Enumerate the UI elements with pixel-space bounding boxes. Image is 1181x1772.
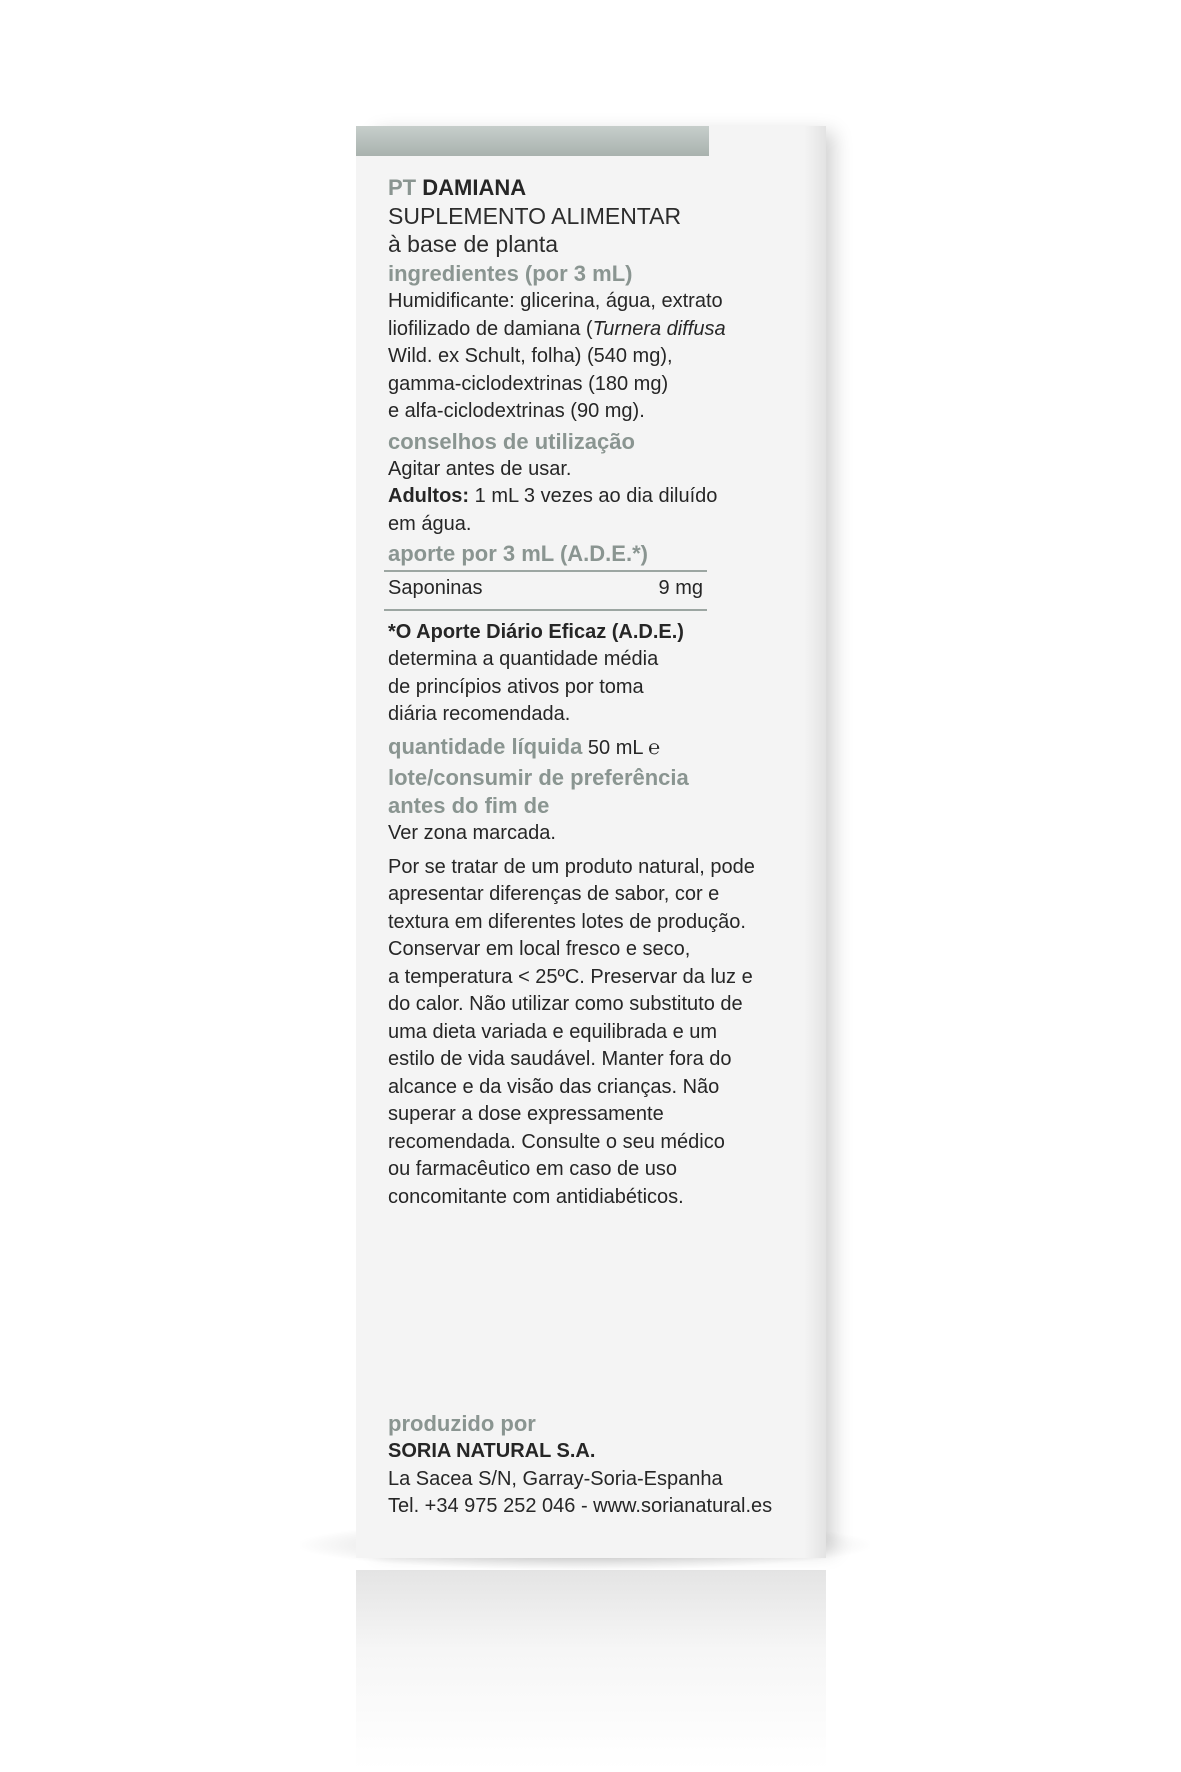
intake-heading: aporte por 3 mL (A.D.E.*)	[388, 541, 648, 566]
footnote-title: *O Aporte Diário Eficaz (A.D.E.)	[388, 620, 684, 643]
producer-heading: produzido por	[388, 1411, 536, 1436]
intake-nutrient-value: 9 mg	[658, 577, 703, 599]
intake-nutrient-name: Saponinas	[388, 577, 483, 599]
usage-text	[388, 456, 808, 539]
table-divider-bottom	[384, 609, 707, 611]
producer-block	[388, 1410, 818, 1521]
ingredients-text	[388, 288, 808, 426]
ingredients-line: Humidificante: glicerina, água, extrato	[388, 290, 723, 312]
notice-line: a temperatura < 25ºC. Preservar da luz e	[388, 965, 753, 988]
net-quantity-value: 50 mL ℮	[582, 736, 661, 759]
notice-line: superar a dose expressamente	[388, 1103, 664, 1125]
box-reflection	[356, 1570, 826, 1770]
usage-line: em água.	[388, 512, 472, 535]
product-subtitle: SUPLEMENTO ALIMENTAR	[388, 203, 682, 229]
ingredients-heading: ingredientes (por 3 mL)	[388, 261, 633, 286]
notice-line: alcance e da visão das crianças. Não	[388, 1075, 720, 1098]
adults-label: Adultos:	[388, 485, 470, 507]
ade-footnote	[388, 619, 808, 729]
lot-heading-line: lote/consumir de preferência	[388, 765, 689, 790]
ingredients-line-pre: liofilizado de damiana (	[388, 317, 593, 340]
notice-line: do calor. Não utilizar como substituto de	[388, 993, 743, 1015]
top-color-bar	[356, 126, 709, 156]
product-subtitle-2: à base de planta	[388, 231, 559, 257]
notice-line: Conservar em local fresco e seco,	[388, 938, 691, 960]
lot-heading-line: antes do fim de	[388, 793, 550, 818]
language-code: PT	[388, 175, 417, 200]
product-title	[388, 174, 808, 202]
usage-dose: 1 mL 3 vezes ao dia diluído	[469, 485, 718, 507]
notice-line: estilo de vida saudável. Manter fora do	[388, 1048, 732, 1070]
producer-address: La Sacea S/N, Garray-Soria-Espanha	[388, 1467, 723, 1490]
label-content	[388, 174, 808, 1211]
footnote-line: diária recomendada.	[388, 703, 571, 725]
notice-paragraph	[388, 854, 808, 1212]
footnote-line: determina a quantidade média	[388, 648, 659, 670]
producer-contact: Tel. +34 975 252 046 - www.sorianatural.es	[388, 1495, 773, 1517]
ingredients-line: gamma-ciclodextrinas (180 mg)	[388, 372, 669, 395]
producer-company: SORIA NATURAL S.A.	[388, 1440, 596, 1462]
net-quantity	[388, 733, 808, 763]
lot-text: Ver zona marcada.	[388, 822, 556, 844]
usage-line	[388, 483, 808, 511]
product-name: DAMIANA	[422, 175, 527, 200]
notice-line: apresentar diferenças de sabor, cor e	[388, 883, 720, 905]
usage-line: Agitar antes de usar.	[388, 457, 572, 480]
notice-line: ou farmacêutico em caso de uso	[388, 1158, 678, 1180]
notice-line: concomitante com antidiabéticos.	[388, 1185, 684, 1208]
usage-heading: conselhos de utilização	[388, 428, 635, 454]
notice-line: uma dieta variada e equilibrada e um	[388, 1020, 718, 1043]
ingredients-line: Wild. ex Schult, folha) (540 mg),	[388, 345, 673, 367]
notice-line: Por se tratar de um produto natural, pode	[388, 855, 755, 878]
intake-table-row	[388, 572, 703, 609]
net-quantity-label: quantidade líquida	[388, 733, 583, 759]
lot-heading	[388, 764, 808, 820]
footnote-line: de princípios ativos por toma	[388, 675, 644, 698]
notice-line: textura em diferentes lotes de produção.	[388, 910, 746, 933]
ingredients-line	[388, 316, 808, 344]
ingredients-line: e alfa-ciclodextrinas (90 mg).	[388, 400, 645, 422]
ingredients-latin-name: Turnera diffusa	[592, 317, 726, 340]
notice-line: recomendada. Consulte o seu médico	[388, 1130, 725, 1153]
package-side-panel	[356, 126, 826, 1558]
